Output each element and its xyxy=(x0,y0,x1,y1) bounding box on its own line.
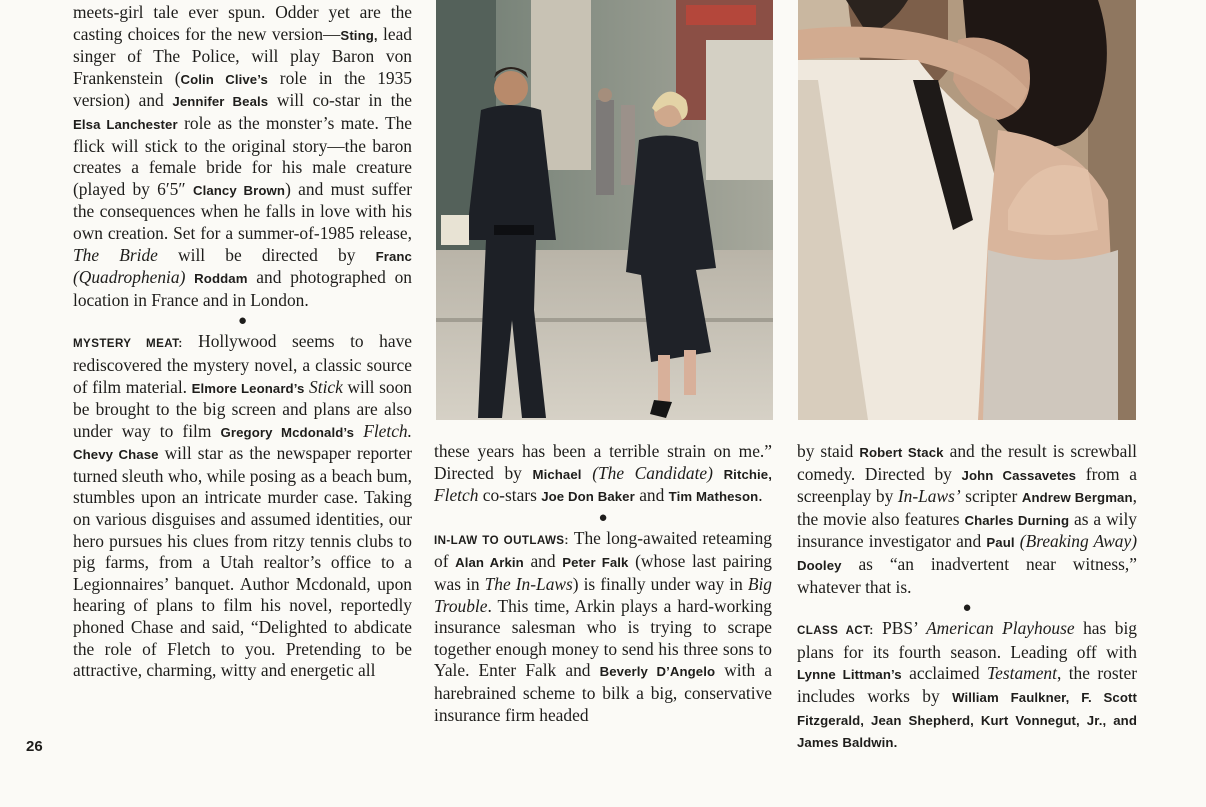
text: , the movie also features xyxy=(797,486,1137,529)
paragraph-mystery-meat xyxy=(73,331,412,682)
police-photo-illustration xyxy=(436,0,773,420)
text: ) is finally under way in xyxy=(572,573,748,594)
section-bullet: ● xyxy=(237,313,248,330)
name-gregory-mcdonald: Gregory Mcdonald’s xyxy=(220,424,355,440)
title-fletch: Fletch xyxy=(434,485,479,506)
text: PBS’ xyxy=(873,618,927,639)
text: and the result is screwball comedy. Directed by xyxy=(797,441,1138,484)
name-clancy-brown: Clancy Brown xyxy=(192,182,286,198)
text: will be directed by xyxy=(157,244,376,265)
name-michael: Michael xyxy=(532,466,582,482)
name-robert-stack: Robert Stack xyxy=(859,445,944,460)
text: . xyxy=(758,485,763,506)
name-sting: Sting, xyxy=(340,27,378,43)
title-the-candidate: (The Candidate) xyxy=(592,462,713,483)
article-column-2 xyxy=(434,441,772,726)
name-colin-clive: Colin Clive’s xyxy=(180,71,268,87)
photo-police-officers xyxy=(436,0,773,420)
text: will co-star in the xyxy=(268,90,412,111)
name-ritchie: Ritchie, xyxy=(723,466,772,482)
text: , the roster includes works by xyxy=(797,663,1137,706)
name-roddam: Roddam xyxy=(194,271,248,287)
text: acclaimed xyxy=(901,663,988,684)
title-quadrophenia: (Quadrophenia) xyxy=(73,267,186,288)
name-alan-arkin: Alan Arkin xyxy=(455,555,524,571)
name-elsa-lanchester: Elsa Lanchester xyxy=(73,116,178,132)
paragraph-the-bride xyxy=(73,2,412,311)
text: role in the 1935 version) and xyxy=(73,67,412,111)
title-in-laws: In-Laws’ xyxy=(897,486,961,507)
name-tim-matheson: Tim Matheson xyxy=(668,489,759,505)
text: and xyxy=(523,551,563,572)
name-jennifer-beals: Jennifer Beals xyxy=(172,94,269,110)
section-heading-in-law-to-outlaws: IN-LAW TO OUTLAWS: xyxy=(434,533,569,547)
title-breaking-away: (Breaking Away) xyxy=(1019,531,1137,552)
title-the-in-laws: The In-Laws xyxy=(484,573,573,594)
text: Hollywood seems to have rediscovered the mystery novel, a classic source of film material. xyxy=(73,331,412,397)
text: scripter xyxy=(960,486,1022,507)
text: from a screenplay by xyxy=(797,463,1137,507)
article-column-1 xyxy=(73,2,412,682)
section-bullet: ● xyxy=(962,600,972,617)
title-fletch: Fletch. xyxy=(363,420,412,441)
name-andrew-bergman: Andrew Bergman xyxy=(1021,490,1133,506)
text: co-stars xyxy=(478,485,542,506)
name-franc: Franc xyxy=(375,248,412,264)
text: and photographed on location in France and in London. xyxy=(73,267,412,310)
text: with a harebrained scheme to bilk a big, conservative insurance firm headed xyxy=(434,660,772,725)
name-peter-falk: Peter Falk xyxy=(562,555,629,571)
text: meets-girl tale ever spun. Odder yet are the casting choices for the new version— xyxy=(73,2,412,44)
paragraph-class-act xyxy=(797,618,1137,754)
name-john-cassavetes: John Cassavetes xyxy=(961,467,1077,483)
text: as “an inadvertent near witness,” whatever that is. xyxy=(797,553,1137,597)
name-paul: Paul xyxy=(986,535,1015,551)
page-number: 26 xyxy=(26,738,43,755)
name-lynne-littman: Lynne Littman’s xyxy=(797,667,902,683)
name-charles-durning: Charles Durning xyxy=(964,512,1070,528)
couple-photo-illustration xyxy=(798,0,1136,420)
title-the-bride: The Bride xyxy=(73,244,158,265)
name-dooley: Dooley xyxy=(797,557,842,573)
title-stick: Stick xyxy=(309,376,343,397)
text: has big plans for its fourth season. Leading off with xyxy=(797,618,1137,662)
text: will star as the newspaper reporter turned sleuth who, while posing as a beach bum, stumbles upon an intricate murder case. Taking on various disguises and assumed identities, our hero pursues his clues from ritzy tennis clubs to pig farms, from a Utah realtor’s office to a Legionnaires’ banquet. Author Mcdonald, upon hearing of plans to film his novel, reportedly phoned Chase and said, “Delighted to abdicate the role of Fletch to you. Pretending to be attractive, charming, witty and energetic all xyxy=(73,443,412,681)
name-elmore-leonard: Elmore Leonard’s xyxy=(191,380,305,396)
title-testament: Testament xyxy=(987,663,1057,684)
text: and xyxy=(634,485,669,506)
title-big-trouble: Big Trouble xyxy=(434,573,772,616)
text: will soon be brought to the big screen and plans are also under way to film xyxy=(73,376,412,441)
text: as a wily insurance investigator and xyxy=(797,508,1137,552)
photo-couple-kissing xyxy=(798,0,1136,420)
paragraph-in-law-to-outlaws xyxy=(434,528,772,726)
name-beverly-dangelo: Beverly D’Angelo xyxy=(599,664,716,680)
text: ) and must suffer the consequences when he falls in love with his own creation. Set for a summer-of-1985 release, xyxy=(73,178,412,243)
section-bullet: ● xyxy=(598,509,608,526)
section-heading-class-act: CLASS ACT: xyxy=(797,624,874,638)
text: role as the monster’s mate. The flick will stick to the original story—the baron creates a female bride for his male creature (played by 6′5″ xyxy=(73,112,412,199)
paragraph-big-trouble-cont xyxy=(797,441,1137,598)
name-chevy-chase: Chevy Chase xyxy=(73,447,159,463)
text: lead singer of The Police, will play Baron von Frankenstein ( xyxy=(73,23,413,88)
text: by staid xyxy=(797,441,860,461)
article-column-3 xyxy=(797,441,1137,754)
text: (whose last pairing was in xyxy=(434,551,772,594)
paragraph-fletch-cont xyxy=(434,441,772,508)
author-list: William Faulkner, F. Scott Fitzgerald, Jean Shepherd, Kurt Vonnegut, Jr., and James Baldwin. xyxy=(797,689,1137,751)
name-joe-don-baker: Joe Don Baker xyxy=(541,489,635,505)
title-american-playhouse: American Playhouse xyxy=(926,618,1075,639)
section-heading-mystery-meat: MYSTERY MEAT: xyxy=(73,337,183,351)
text: The long-awaited reteaming of xyxy=(434,527,773,572)
text: . This time, Arkin plays a hard-working insurance salesman who is trying to scrape together enough money to send his three sons to Yale. Enter Falk and xyxy=(434,595,772,681)
text: these years has been a terrible strain on me.” Directed by xyxy=(434,441,772,483)
